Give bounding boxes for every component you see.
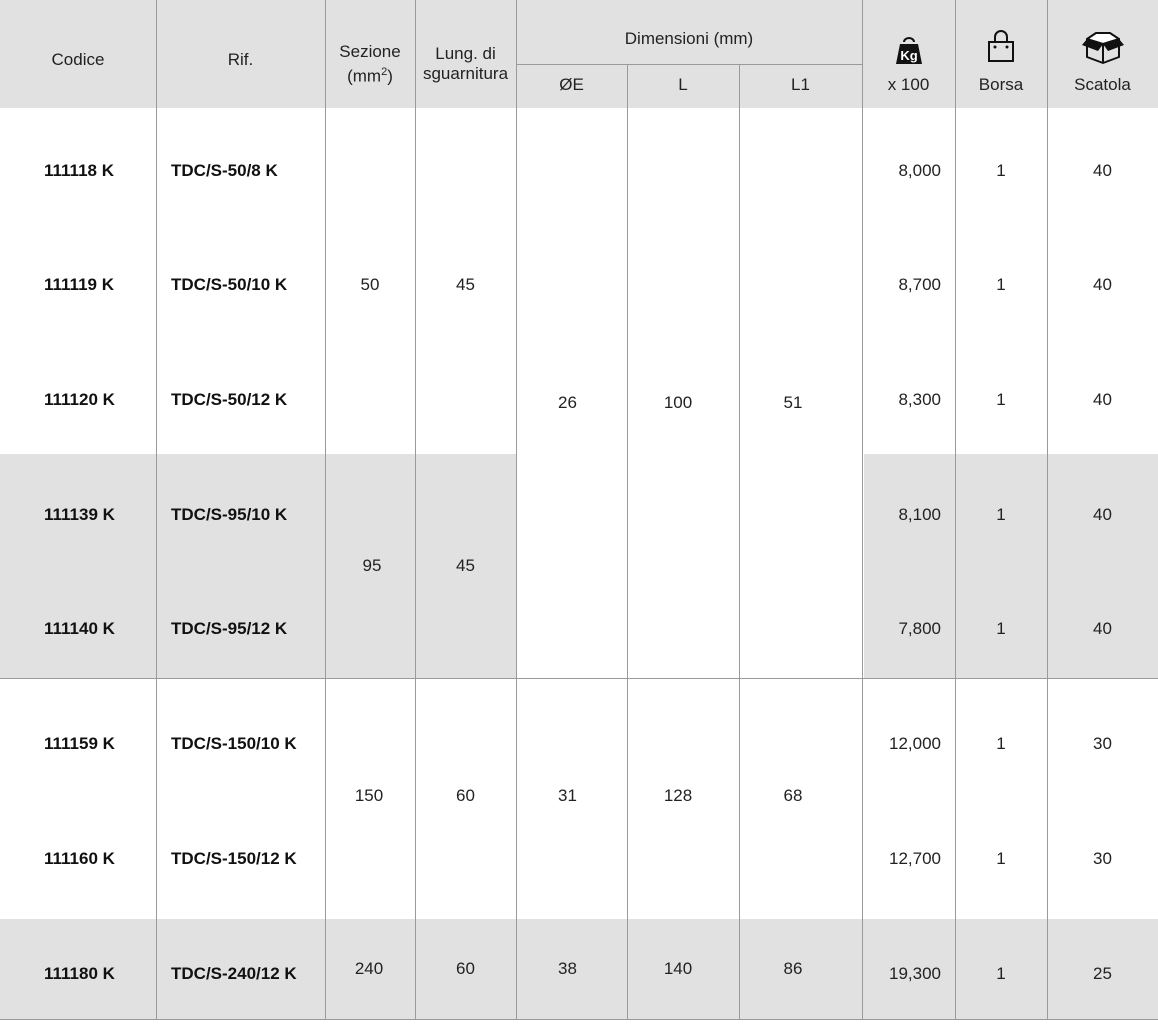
peso-cell: 7,800: [898, 619, 941, 638]
oe-cell: 26: [558, 393, 577, 412]
borsa-cell: 1: [996, 275, 1006, 294]
column-divider: [516, 0, 517, 1019]
peso-cell: 19,300: [889, 964, 941, 983]
peso-cell: 8,000: [898, 161, 941, 180]
lunghezza-cell: 60: [456, 786, 475, 805]
group-divider: [0, 678, 1158, 679]
scatola-cell: 40: [1093, 161, 1112, 180]
borsa-cell: 1: [996, 161, 1006, 180]
rif-cell: TDC/S-150/10 K: [171, 734, 297, 753]
header-oe: ØE: [559, 75, 584, 94]
peso-cell: 8,300: [898, 390, 941, 409]
borsa-cell: 1: [996, 734, 1006, 753]
column-divider: [627, 64, 628, 1019]
codice-cell: 111119 K: [44, 275, 114, 294]
lunghezza-cell: 45: [456, 556, 475, 575]
peso-cell: 12,000: [889, 734, 941, 753]
borsa-cell: 1: [996, 619, 1006, 638]
scatola-cell: 25: [1093, 964, 1112, 983]
borsa-cell: 1: [996, 964, 1006, 983]
header-rif: Rif.: [227, 50, 254, 69]
header-borsa: Borsa: [978, 75, 1024, 94]
codice-cell: 111140 K: [44, 619, 115, 638]
peso-cell: 8,100: [898, 505, 941, 524]
l1-cell: 68: [783, 786, 803, 805]
rif-cell: TDC/S-240/12 K: [171, 964, 297, 983]
column-divider: [156, 0, 157, 1019]
column-divider: [415, 0, 416, 1019]
rif-cell: TDC/S-95/10 K: [171, 505, 288, 524]
scatola-cell: 30: [1093, 734, 1112, 753]
l1-cell: 51: [783, 393, 803, 412]
sezione-cell: 50: [360, 275, 380, 294]
peso-cell: 8,700: [898, 275, 941, 294]
codice-cell: 111160 K: [44, 849, 115, 868]
l-cell: 128: [663, 786, 693, 805]
box-icon: [1080, 30, 1126, 66]
scatola-cell: 40: [1093, 619, 1112, 638]
rif-cell: TDC/S-150/12 K: [171, 849, 297, 868]
sezione-cell: 150: [354, 786, 384, 805]
oe-cell: 38: [558, 959, 577, 978]
column-divider: [325, 0, 326, 1019]
sezione-unit: $(mm^2)$: [347, 65, 393, 86]
header-sezione: Sezione $(mm^2)$: [339, 41, 401, 86]
sezione-cell: 240: [354, 959, 384, 978]
codice-cell: 111118 K: [44, 161, 114, 180]
peso-cell: 12,700: [889, 849, 941, 868]
lunghezza-cell: 60: [456, 959, 475, 978]
scatola-cell: 40: [1093, 390, 1112, 409]
header-peso: x 100: [887, 75, 930, 94]
dimensioni-underline: [517, 64, 863, 65]
codice-cell: 111120 K: [44, 390, 115, 409]
header-l: L: [678, 75, 688, 94]
codice-cell: 111180 K: [44, 964, 115, 983]
l1-cell: 86: [783, 959, 803, 978]
l-cell: 140: [663, 959, 693, 978]
rif-cell: TDC/S-95/12 K: [171, 619, 288, 638]
weight-icon: [894, 36, 924, 66]
sezione-cell: 95: [362, 556, 382, 575]
header-scatola: Scatola: [1074, 75, 1131, 94]
weight-icon-label: Kg: [900, 48, 918, 63]
rif-cell: TDC/S-50/8 K: [171, 161, 278, 180]
scatola-cell: 30: [1093, 849, 1112, 868]
table-bottom-rule: [0, 1019, 1158, 1020]
oe-cell: 31: [558, 786, 577, 805]
borsa-cell: 1: [996, 390, 1006, 409]
codice-cell: 111159 K: [44, 734, 115, 753]
lunghezza-cell: 45: [456, 275, 475, 294]
column-divider: [739, 64, 740, 1019]
header-l1: L1: [791, 75, 810, 94]
rif-cell: TDC/S-50/12 K: [171, 390, 288, 409]
scatola-cell: 40: [1093, 275, 1112, 294]
l-cell: 100: [663, 393, 693, 412]
header-lunghezza: Lung. di sguarnitura: [422, 44, 509, 83]
header-codice: Codice: [51, 50, 105, 69]
bag-icon: [985, 30, 1017, 64]
scatola-cell: 40: [1093, 505, 1112, 524]
rif-cell: TDC/S-50/10 K: [171, 275, 288, 294]
borsa-cell: 1: [996, 505, 1006, 524]
codice-cell: 111139 K: [44, 505, 115, 524]
header-dimensioni: Dimensioni (mm): [624, 29, 754, 48]
borsa-cell: 1: [996, 849, 1006, 868]
